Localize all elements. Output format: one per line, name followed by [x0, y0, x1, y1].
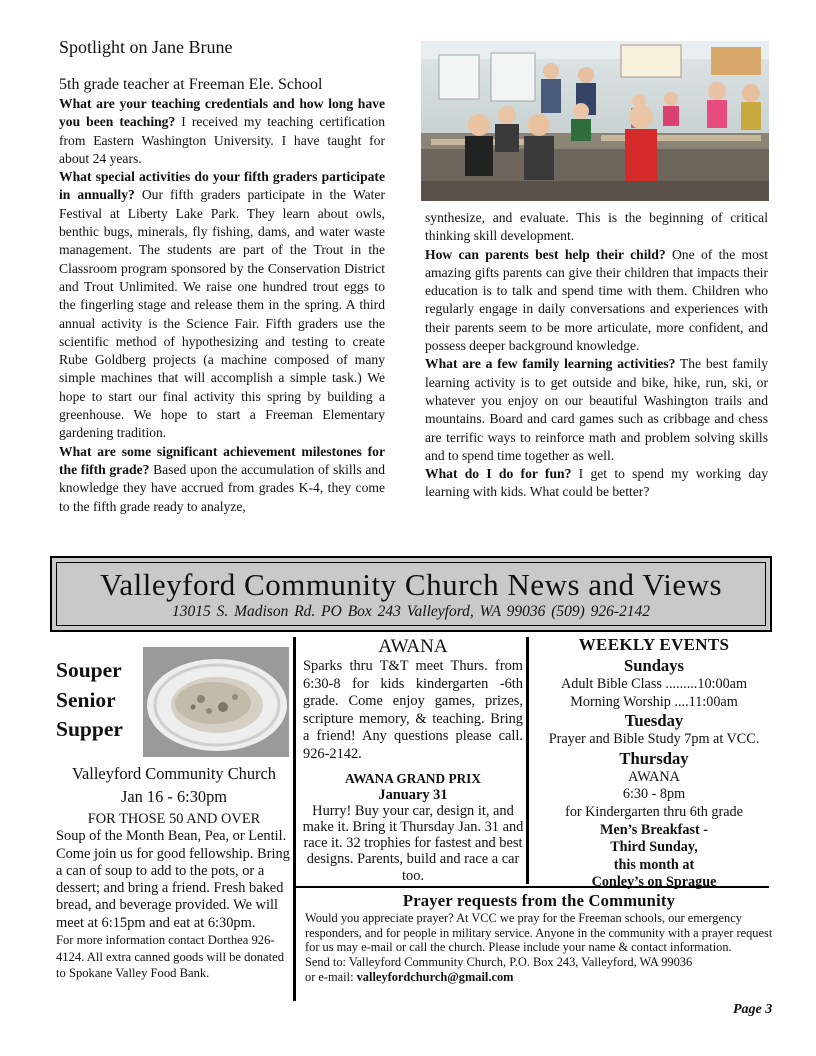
day-heading: Sundays: [624, 656, 684, 675]
awana-title: AWANA: [378, 636, 448, 657]
mens-breakfast-line: this month at: [613, 856, 695, 873]
prayer-description: Would you appreciate prayer? At VCC we pray for the Freeman schools, our emergency responders, and for people in military service. Anyone in the community with a prayer request for us may e-mail or call the church. Please include your name & contact information.: [305, 911, 773, 955]
mens-breakfast-line: Conley’s on Sprague: [591, 874, 717, 891]
interview-question: What are some significant achievement milestones for the fifth grade?: [59, 443, 385, 477]
banner-address: 13015 S. Madison Rd. PO Box 243 Valleyford, WA 99036 (509) 926-2142: [171, 603, 651, 620]
weekly-events-title: WEEKLY EVENTS: [578, 635, 730, 654]
awana-section: [299, 636, 527, 884]
page-number: Page 3: [733, 1002, 773, 1017]
prayer-email-line: [305, 970, 773, 985]
supper-title-line: Senior: [56, 687, 116, 712]
supper-audience: FOR THOSE 50 AND OVER: [87, 811, 261, 827]
interview-question: What are a few family learning activities?: [425, 356, 676, 372]
event-line: Morning Worship ....11:00am: [570, 693, 738, 710]
interview-answer: Our fifth graders participate in the Water Festival at Liberty Lake Park. They learn about owls, benthic bugs, minerals, fly fishing, dams, and water waste management. The students are part of the Trout in the Classroom program sponsored by the Conservation District and Trout Unlimited. We raise one hundred trout eggs to the fingerling stage and release them in the spring. A third annual activity is the Science Fair. Fifth graders use the scientific method of hypothesizing and testing to create Rube Goldberg projects (a machine composed of many simple machines that will accomplish a simple task.) We hope to start our final activity this spring by building a greenhouse. We hope to start a Freeman Elementary gardening tradition.: [59, 187, 385, 441]
event-line: for Kindergarten thru 6th grade: [565, 803, 743, 820]
classroom-photo-image: [421, 41, 769, 201]
prayer-requests: [305, 892, 773, 985]
interview-question: What do I do for fun?: [425, 466, 572, 482]
mens-breakfast-line: Men’s Breakfast -: [600, 821, 708, 838]
prayer-send-to: Send to: Valleyford Community Church, P.O. Box 243, Valleyford, WA 99036: [305, 955, 693, 970]
article-paragraph: [425, 209, 768, 246]
supper-church-name: Valleyford Community Church: [72, 764, 276, 783]
event-line: AWANA: [628, 768, 680, 785]
grand-prix-date: January 31: [378, 786, 448, 803]
email-prefix: or e-mail:: [305, 969, 357, 984]
mens-breakfast-line: Third Sunday,: [610, 839, 698, 856]
article-subtitle: 5th grade teacher at Freeman Ele. School: [59, 76, 323, 93]
interview-answer: One of the most amazing gifts parents can give their children that impacts their education is to talk and spend time with them. Children who regularly engage in daily conversations and experiences with their parents seem to be more articulate, more confident, and possess deeper background knowledge.: [425, 246, 768, 354]
article-right-column: [425, 209, 768, 502]
email-link[interactable]: valleyfordchurch@gmail.com: [356, 969, 514, 984]
interview-question: What special activities do your fifth graders participate in annually?: [59, 169, 385, 203]
article-paragraph: [425, 246, 768, 356]
interview-question: How can parents best help their child?: [425, 246, 666, 262]
soup-bowl-illustration: [143, 647, 289, 757]
supper-contact: For more information contact Dorthea 926-4124. All extra canned goods will be donated to Spokane Valley Food Bank.: [56, 933, 285, 981]
soup-bowl-image: [143, 647, 289, 757]
supper-title-line: Supper: [56, 717, 123, 741]
column-divider: [293, 637, 296, 1001]
interview-answer: Based upon the accumulation of skills and knowledge they have accrued from grades K-4, they come to the fifth grade ready to analyze,: [59, 461, 385, 514]
article-paragraph: [425, 355, 768, 465]
article-title: Spotlight on Jane Brune: [59, 37, 233, 57]
interview-answer: The best family learning activity is to get outside and bike, hike, run, ski, or whatever you enjoy on our beautiful Washington trails and mountains. Board and card games such as cribbage and chess are terrific ways to reinforce math and problem solving skills and to spend time together as well.: [425, 356, 768, 463]
grand-prix-description: Hurry! Buy your car, design it, and make it. Bring it Thursday Jan. 31 and race it. 32 trophies for fastest and best designs. Parents, build and race a car too.: [302, 802, 524, 884]
weekly-events: [532, 634, 776, 892]
supper-title-line: Souper: [56, 658, 122, 682]
supper-title: [56, 656, 123, 745]
classroom-photo: [421, 41, 769, 201]
supper-date: Jan 16 - 6:30pm: [120, 787, 228, 806]
event-line: Prayer and Bible Study 7pm at VCC.: [548, 731, 760, 748]
supper-description: Soup of the Month Bean, Pea, or Lentil. Come join us for good fellowship. Bring a can of soup to add to the pots, or a dessert; and bring a friend. Fresh baked bread, and beverage provided. We will meet at 6:15pm and eat at 6:30pm.: [56, 828, 290, 931]
interview-answer: I received my teaching certification from Eastern Washington University. I have taught for about 24 years.: [59, 114, 385, 166]
event-line: Adult Bible Class .........10:00am: [560, 676, 747, 692]
event-line: 6:30 - 8pm: [622, 786, 686, 803]
banner-inner-border: [56, 562, 766, 626]
day-heading: Thursday: [619, 748, 689, 768]
banner-title: Valleyford Community Church News and Views: [99, 567, 723, 602]
supper-details: [56, 762, 292, 982]
interview-answer: I get to spend my working day learning with kids. What could be better?: [425, 466, 768, 500]
article-left-column: [59, 95, 385, 516]
newsletter-banner: [50, 556, 772, 632]
article-paragraph: [59, 95, 385, 168]
article-paragraph: [59, 168, 385, 442]
day-heading: Tuesday: [624, 711, 684, 731]
interview-question: What are your teaching credentials and how long have you been teaching?: [59, 96, 385, 130]
grand-prix-title: AWANA GRAND PRIX: [345, 770, 481, 786]
article-paragraph: [425, 465, 768, 502]
interview-answer: synthesize, and evaluate. This is the beginning of critical thinking skill development.: [425, 210, 768, 244]
article-paragraph: [59, 443, 385, 516]
prayer-title: Prayer requests from the Community: [402, 891, 676, 910]
awana-description: Sparks thru T&T meet Thurs. from 6:30-8 for kids kindergarten -6th grade. Come enjoy games, prizes, scripture memory, & teaching. Bring a friend! Any questions please call. 926-2142.: [303, 658, 523, 762]
